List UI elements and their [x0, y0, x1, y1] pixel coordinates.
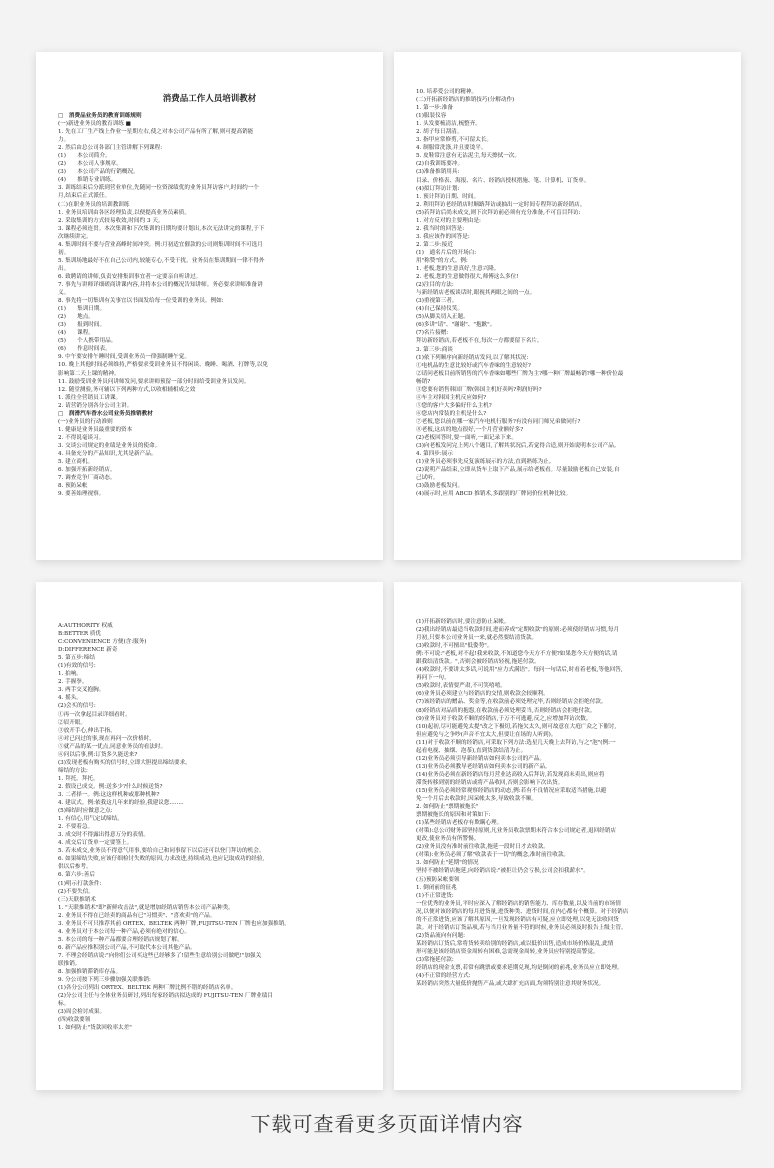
text-line: 例:不可说:"老板,对不起!我来收款,不知道您今天方不方便?如果您今天方便的话,请: [416, 651, 618, 658]
text-line: 3. 指甲应常修剪,不可留太长。: [416, 137, 493, 144]
text-line: (5)从脚关切入正题。: [416, 314, 469, 321]
text-line: 4. 具备充分的产品知识,尤其是新产品。: [58, 450, 157, 457]
page-text-block: [58, 112, 361, 498]
text-line: ③您要有销售韩国厂牌(韩国主机好卖吗?利润好吗?: [416, 386, 542, 393]
text-line: (对策):业务员必须了解"收款表于一切"的概念,准时前往收款。: [416, 852, 570, 859]
text-line: 3. 二者择一。例:这这样机种或那种机种?: [58, 791, 160, 798]
text-line: (2)分公司主任与全体业务员研讨,列出每家经销店拟达成的 FUJITSU-TEN 厂牌业绩目: [58, 993, 273, 1000]
text-line: 再问下一句。: [416, 675, 450, 682]
text-line: 4. 业务员对于本公司每一种产品,必须有绝对的信心。: [58, 928, 190, 935]
text-line: 更改,使业务员有所警惕。: [416, 836, 480, 843]
text-line: 形可能是该经销店资金周转有困难,急需现金周转,业务员应特别提高警觉。: [416, 948, 599, 955]
text-line: 8. 事先将一切集训有关事宜以书面发给每一位受训的业务员。例如:: [58, 298, 224, 305]
download-more-prompt: 下载可查看更多页面详情内容: [250, 1112, 524, 1136]
text-line: 7. 事先与讲师详细磋商讲课内容,并将本公司的概况告知讲师。务必要求讲师准备讲: [58, 281, 263, 288]
text-line: 3. 第三步:商谈: [416, 346, 453, 353]
text-line: 2. 胡子每日刮清。: [416, 129, 463, 136]
text-line: (5)收款时,表情要严肃,不可笑嘻嘻。: [416, 683, 506, 690]
text-line: ⑤您的客户大多偏好什么主机?: [416, 402, 492, 409]
text-line: (2)会买的信号:: [58, 703, 96, 710]
text-line: (三)天联推销术: [58, 896, 96, 903]
text-line: (5) 个人携带用品。: [58, 338, 117, 345]
text-line: (5)若拜访后尚未成交,则下次拜访前必须有充分准备,不可盲目拜访:: [416, 209, 581, 216]
text-line: 3. 如何防止"延期"的情况: [416, 860, 479, 867]
text-line: (13)业务员必须教导老经销店如何卖本公司的新产品。: [416, 763, 551, 770]
text-line: 5. 本公司的每一种产品都要合理经销店规划了解。: [58, 936, 183, 943]
text-line: (3)发现老板有购买的信号时,立即大胆提出缔结要求。: [58, 759, 191, 766]
text-line: 2. 手握拳。: [58, 679, 88, 686]
text-line: 款。对于经销店订货品项,若与当月业务量不符的时候,业务员必须及时报告上级主管。: [416, 924, 627, 931]
text-line: (1)不正常进货:: [416, 892, 454, 899]
text-line: 畅销?: [416, 378, 431, 385]
text-line: 次继续讲完。: [58, 233, 92, 240]
text-line: 1. 拍响。: [58, 671, 82, 678]
text-line: (2)注目的方法:: [416, 282, 454, 289]
text-line: ④对已问过的事,现在再问一次价格时。: [58, 735, 155, 742]
text-line: 力。: [58, 137, 70, 144]
text-line: 1. 先在工厂生产线上作业一星期左右,使之对本公司产品有所了解,则可提高销能: [58, 129, 254, 136]
text-line: (4) 课程。: [58, 330, 94, 337]
text-line: 3. 我应该作的回答是:: [416, 233, 470, 240]
text-line: (2)不要失信。: [58, 888, 94, 895]
text-line: (2)说明产品结束,立即从货车上取下产品,展示给老板看。尽量鼓励老板自己安装,自: [416, 467, 620, 474]
text-line: (3) 报到时间。: [58, 322, 106, 329]
text-line: 2. 业务员不得在已经卖的商品有已"习惯卖"、"喜欢卖"的产品。: [58, 912, 216, 919]
text-line: ⑤就产品的某一优点,同意业务员的看法时。: [58, 743, 167, 750]
text-line: (2)我出经销店最适当收款时间,进而养成"定期收款"的原则:必须使经销店习惯,每月: [416, 627, 620, 634]
text-line: (8)经销店对品质的抱怨,在收款前必须处理妥当,否则经销店会拒绝付款。: [416, 707, 596, 714]
text-line: 3. 两手交叉抱胸。: [58, 687, 105, 694]
text-line: 2. 请营销分别各分公司主讲。: [58, 402, 133, 409]
text-line: 拜访新经销店,若老板不在,每次一方都要留下名片。: [416, 338, 543, 345]
text-line: (2)业务员没有准时前往收款,拖延一段时日才去收款。: [416, 844, 549, 851]
text-line: 6. 加强开拓新经销店。: [58, 467, 116, 474]
text-line: 但应避免与之争吵(声音不宜太大,但要让在场的人听到)。: [416, 731, 557, 738]
text-line: (11)对于收款不顺的经销店,可采取下列方法:选星几天晚上去拜访,与之"泡"(例:一: [416, 739, 616, 746]
page-text-block: [58, 622, 361, 1032]
text-line: 1. 倒闭前的征兆: [416, 884, 457, 891]
text-line: 6. 第六步:善后: [58, 872, 95, 879]
text-line: 供以后参考。: [58, 864, 92, 871]
text-line: (3)周会检讨成果。: [58, 1009, 106, 1016]
text-line: 3. 业务员不可只推荐其前 ORTEX、BELTEK 两种厂牌,FUJITSU-TEN 厂牌也应加强推销。: [58, 920, 290, 927]
text-line: (二)开拓新经销店的推销技巧(分解动作): [416, 97, 515, 104]
text-line: 票期被拖长的原因和对策如下:: [416, 812, 491, 819]
text-line: 月,结束后正式派任。: [58, 193, 111, 200]
text-line: (9)业务员对于收款不顺的经销店,于万不可逃避,反之,应增加拜访次数。: [416, 715, 592, 722]
text-line: (1)开拓新经销店时,要注意防止呆帐。: [416, 619, 510, 625]
text-line: 8. 预防呆帐: [58, 483, 88, 490]
text-line: 4. 摇头。: [58, 695, 82, 702]
text-line: 2. 我当时的回答是:: [416, 225, 465, 232]
text-line: (五)预防呆帐要领: [416, 876, 460, 883]
text-line: (6)多讲"请"、"谢谢"、"抱歉"。: [416, 322, 496, 329]
text-line: (4)收款时,不要讲太多话,可说用"应力式满语"。每问一句话后,时看着老板,等他回答,: [416, 667, 623, 674]
text-line: (2) 地点。: [58, 314, 94, 321]
text-line: 4. 集训时间不要与营业高峰时间冲突。例:月初适宜催款的公司则集训时间不可选月: [58, 241, 263, 248]
text-line: 5. 皮鞋常注意有无沾泥尘,每天擦拭一次。: [416, 153, 520, 160]
text-line: (3)收款时,不可擅出"低姿势"。: [416, 643, 493, 650]
text-line: 况,以便对该经销店的每月进货量,进货种类、进货时间,在内心都有个概算。对于经销店: [416, 908, 629, 915]
text-line: 2. 采取集训的方式较易收效,时间约 3 天。: [58, 217, 164, 224]
text-line: (2) 本公司人事规章。: [58, 161, 122, 168]
text-line: 影响第二天上课的精神。: [58, 370, 120, 377]
page-text-block: [416, 88, 719, 498]
text-line: 9. 中午要安排午睡时间,受训业务员一律强制睡午觉。: [58, 354, 190, 361]
text-line: 3. 训练结束后分派到营业单位,先随同一位资深绩优的业务员拜访客户,时间约一个: [58, 185, 259, 192]
text-line: 1. 头发要梳清洁,梳整齐。: [416, 121, 481, 128]
text-line: (3)常拖延付款:: [416, 956, 454, 963]
text-line: 3. 课程必须连贯。本次集训和下次集训的日期均要计划出,本次无法讲完的课程,于下: [58, 225, 265, 232]
text-line: 2. 利用拜访老经销店时顺路拜访或抽出一定时间专程拜访新经销店。: [416, 201, 586, 208]
text-line: 2. 然后由总公司各部门主管讲解下列课程:: [58, 145, 163, 152]
text-line: 4. 建议式。例:依我这几年来的经验,我建议您........: [58, 800, 184, 807]
text-line: (6)业务员必须建立与经销店的交情,则收款会较顺利。: [416, 691, 549, 698]
text-line: (一)业务员的行动准则: [58, 418, 113, 425]
text-line: B:BETTER 质优: [58, 631, 102, 638]
text-line: 1. 老板,您的生意真好,生意兴隆。: [416, 266, 500, 273]
text-line: (1)业务员必须事先反复演练展示的方法,直到熟练为止。: [416, 459, 555, 466]
text-line: C:CONVENIENCE 方便(含:服务): [58, 639, 147, 646]
section-heading: □ 润滑汽车香水公司业务员推销教材: [58, 410, 153, 417]
text-line: (2)自我训练要冲。: [416, 161, 464, 168]
text-line: ⑥问以后事,例:订货多久能送来?: [58, 751, 138, 758]
text-line: 某经销店突然大量低价抛售产品,或大肆扩充店面,均须特别注意其财务状况。: [416, 981, 605, 988]
text-line: 某经销店订货后,常将货转卖给别的经销店,或以低价出售,造成市场价格混乱,此情: [416, 940, 614, 947]
text-line: 1. 第一步:准备: [416, 105, 453, 112]
text-line: (1)依下列顺序向新经销店发问,以了解其状况:: [416, 354, 529, 361]
text-line: 2. 如何防止"票期被拖长": [416, 804, 479, 811]
text-line: (4)展示时,应用 ABCD 推销术,多跟别的厂牌同价位机种比较。: [416, 491, 572, 498]
text-line: (3)重视第三者。: [416, 298, 458, 305]
text-line: 1. 预计拜访日期、时间。: [416, 193, 480, 200]
text-line: 5. 若未成交,业务员不得意气用事,要给自己和同事留下以后还可以登门拜访的机会。: [58, 848, 265, 855]
text-line: 6. 致聘请的讲师,负责安排集训事宜者一定要亲自听讲过。: [58, 273, 202, 280]
text-line: 经销店的现金支票,若常有跳票或要求延期兑现,均是倒闭的前兆,业务员应立即处理。: [416, 965, 623, 972]
text-line: 联推销。: [58, 960, 81, 967]
text-line: 6. 如果缔结失败,应该仔细检讨失败的原因,力求改进,持续成功,也应记取成功的经验,: [58, 856, 265, 863]
text-line: (2)货品流向有问题:: [416, 932, 465, 939]
text-line: 7. 调查竞争厂商动态。: [58, 475, 116, 482]
text-line: 1. 有信心,用气定试缔结。: [58, 816, 123, 823]
text-line: (1)服装仪容: [416, 113, 447, 120]
text-line: (15)业务员必须经常观察经销店的动态,例:若有不良情况应采取适当措施,以避: [416, 787, 607, 794]
document-page-2: [394, 52, 741, 560]
text-line: (一)新进业务员的教育训练 ■: [58, 121, 131, 128]
text-line: 用"称赞"的方式。例:: [416, 257, 468, 264]
document-page-3: [36, 582, 383, 1090]
text-line: ⑧老板,这店的地点很好,一个月营业额好多?: [416, 426, 524, 433]
text-line: (7)名片接赠:: [416, 330, 449, 337]
text-line: 初。: [58, 249, 70, 256]
text-line: 12. 随堂测验,务可辅以下列两种方式,以收相辅相成之效: [58, 386, 196, 393]
text-line: (5)缔结时应做意之点:: [58, 808, 113, 815]
text-line: 的不正常进货,应该了解其原因,一旦发现经销店有可疑,应立即处理,以免无法收回货: [416, 916, 619, 923]
text-line: 1. 对方反对的主要理由是:: [416, 217, 481, 224]
text-line: (4) 推销专业训练。: [58, 177, 117, 184]
document-page-1: [36, 52, 383, 560]
text-line: (4)拟订拜访计划:: [416, 185, 460, 192]
text-line: ①电机品的生意比较好或汽车香味的生意较好?: [416, 362, 531, 369]
text-line: 2. 假设已成交。例:送多少?什么时候送货?: [58, 783, 163, 790]
text-line: 1. 派往全营销员工讲课。: [58, 394, 122, 401]
text-line: 4. 第四步:展示: [416, 451, 453, 458]
text-line: 2. 不要着急。: [58, 824, 94, 831]
text-line: 5. 集训场地最好不在自己公司内,较能专心,不受干扰。业务员在集训期间一律不得外: [58, 257, 265, 264]
text-line: ⑥您店内常装的主机是什么?: [416, 410, 487, 417]
text-line: (10)起初,尽可能避免太提"改之下极切,若拖欠太久,则可故意在大庭广众之下催讨,: [416, 723, 617, 730]
text-line: (1) 通名片后的开场白:: [416, 249, 477, 256]
text-line: 3. 成交时不得露出得意万分的表情。: [58, 832, 150, 839]
text-line: ⑦老板,您以前在哪一家汽车电机行服务?有没有同门师兄弟做同行?: [416, 418, 581, 425]
text-line: 1. 拜托。拜托。: [58, 775, 99, 782]
document-page-4: [394, 582, 741, 1090]
text-line: (1)有效的信号:: [58, 663, 96, 670]
text-line: (对策):总公司财务部坚持原则,凡业务员收款票期未符合本公司规定者,退回经销店: [416, 828, 616, 835]
text-line: ①再一次拿起目录详细看时。: [58, 711, 131, 718]
text-line: ②眉开眼。: [58, 719, 86, 726]
text-line: 义。: [58, 290, 70, 297]
text-line: 9. 分公司按下列三步骤加强关联推销:: [58, 977, 151, 984]
text-line: 月初,只要本公司业务员一来,就必然要结清货款。: [416, 635, 538, 642]
text-line: (3)准备推销用具:: [416, 169, 460, 176]
text-line: (4)自己保持仪笑。: [416, 306, 464, 313]
text-line: D:DIFFERENCE 新奇: [58, 647, 118, 654]
text-line: (3)鼓励老板发问。: [416, 483, 464, 490]
text-line: (7)该经销店的赠品、奖金等,在收款前必须处理完毕,否则经销店会拒绝付款。: [416, 699, 607, 706]
text-line: ④车主对韩国主机反应如何?: [416, 394, 487, 401]
text-line: 5. 第五步:缔结: [58, 655, 95, 662]
text-line: (4)不正常的经营方式:: [416, 973, 471, 980]
text-line: ②请问老板目前所销售的汽车香味如哪些厂牌为主?哪一种厂牌最畅销?哪一种价位最: [416, 370, 624, 377]
text-line: 11. 鼓励受训业务员问讲师发问,要求讲师预留一部分时间给受训业务员发问。: [58, 378, 250, 385]
text-line: 8. 加强推销滞销库存品。: [58, 969, 122, 976]
text-line: 6. 新产品应推积别公司产品,不可取代本公司其他产品。: [58, 944, 196, 951]
text-line: (1)各分公司列出 ORTEX、BELTEK 两种厂牌比例不错的经销店名单。: [58, 985, 237, 992]
text-line: 目录、价格表、海报、名片、经销店授权措施、笔、计算机、订货单。: [416, 177, 590, 184]
section-heading: □ 消费品业务员的教育训练规则: [58, 113, 142, 119]
text-line: (2)老板回答时,要一面听,一面记录下来。: [416, 435, 517, 442]
text-line: 1. 如何防止"货款回收率太差": [58, 1025, 132, 1032]
text-line: (二)在职业务员的培训教训练: [58, 201, 130, 208]
text-line: 3. 交谈公司规定的业绩是业务员的使命。: [58, 442, 161, 449]
text-line: 1. 健康是业务员最重要的资本: [58, 426, 133, 433]
text-line: (3)向老板发问完上列八个题目,了解其状况后,若觉得合适,则开始说明本公司产品。: [416, 443, 620, 450]
text-line: (1) 集训日期。: [58, 306, 106, 313]
text-line: 4. 制服常洗涤,并且要烫平。: [416, 145, 487, 152]
text-line: 1. 业务员培训由各区经理负责,以便提高业务员素质。: [58, 209, 190, 216]
text-line: 标。: [58, 1001, 70, 1008]
text-line: 出。: [58, 265, 70, 272]
text-line: 缔结的方法:: [58, 767, 88, 774]
text-line: (12)业务员必须引导新经销店如何卖本公司的产品。: [416, 755, 545, 762]
text-line: 起看电视、抽烟、泡茶),直到货款结清为止。: [416, 747, 527, 754]
text-line: ③放开手心,伸出手指。: [58, 727, 116, 734]
text-line: 跟我结清货款。",否则会被经销店轻视,拖延付款。: [416, 659, 540, 666]
text-line: 2. 不得说毫谈习。: [58, 434, 105, 441]
text-line: 9. 要善始理视察。: [58, 491, 105, 498]
text-line: 己试听。: [416, 475, 439, 482]
text-line: 滞货转移到别的经销店或将产品收回,否则会影响下次出货。: [416, 779, 564, 786]
text-line: (1)明示打款条件:: [58, 880, 102, 887]
text-line: 1. "天联推销术"即"新鲜攻击法",就是增加经销店销售本公司产品种类。: [58, 904, 234, 911]
text-line: (1) 本公司简介。: [58, 153, 111, 160]
text-line: A:AUTHORITY 权威: [58, 623, 113, 629]
document-title: 消费品工作人员培训教材: [162, 94, 257, 104]
text-line: 与新经销店老板谈话时,眼视其两眼之间的一点。: [416, 290, 536, 297]
text-line: 10. 晚上其他时间必须维持,严格要求受训业务员不得闲谈、晚睡、喝酒、打牌等,以免: [58, 362, 269, 369]
text-line: 免一个月后去收款时,因呆帐太多,导致收款不顺。: [416, 796, 538, 803]
text-line: (四)收款要领: [58, 1017, 91, 1024]
text-line: (6) 作息时间表。: [58, 346, 111, 353]
page-text-block: [416, 618, 719, 988]
text-line: 2. 第二步:接近: [416, 241, 453, 248]
text-line: (14)业务员必须在新经销店每月营业达高收入后拜访,若发现商未卖出,则应将: [416, 771, 605, 778]
text-line: 10. 培养爱公司的精神。: [416, 89, 478, 95]
text-line: 坚持不被经销店拖延,向经销店说:"被拒让仍会亏损,公司会扣我薪水"。: [416, 868, 589, 875]
text-line: 7. 不理会经销店说:"向你们公司买这些已经够多了!留些生意给别公司做吧!"加强关: [58, 952, 262, 959]
text-line: 2. 老板,您的生意做得很大,师傅这么多位!: [416, 274, 519, 281]
text-line: 4. 成交后订货单一定要签上。: [58, 840, 133, 847]
text-line: 5. 建立商机。: [58, 459, 94, 466]
text-line: (3) 本公司产品的行销概况。: [58, 169, 139, 176]
text-line: 一位优秀的业务员,平时应深入了解经销店的销售能力、库存数量,以及当前的市场情: [416, 900, 621, 907]
text-line: (1)某些经销店老板存有欺瞒心理。: [416, 820, 503, 827]
